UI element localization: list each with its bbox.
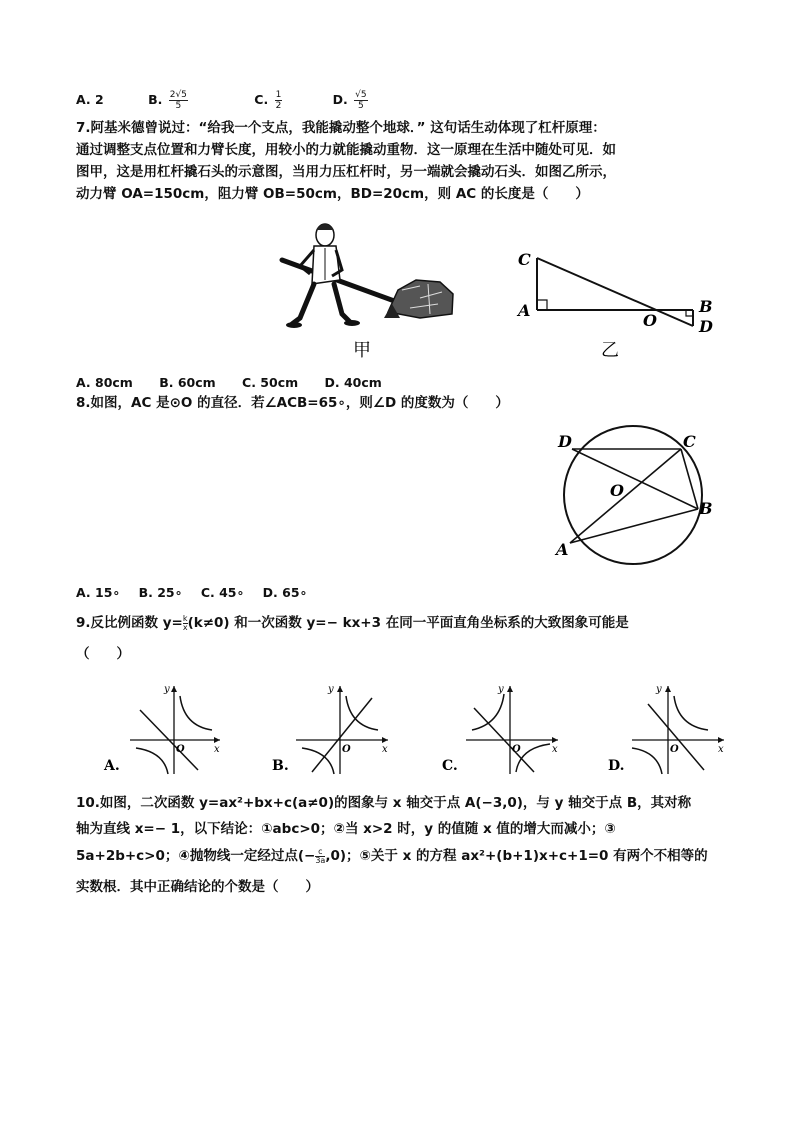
origin-label: O — [176, 744, 185, 755]
y-axis-label: y — [328, 684, 334, 695]
y-axis-label: y — [164, 684, 170, 695]
q8-option-c: C. 45∘ — [200, 585, 245, 600]
q9-graph-c — [438, 678, 568, 776]
q6-option-b: B. $\frac{2√5}{5}$ — [148, 90, 187, 111]
origin-label: O — [670, 744, 679, 755]
q7-text-line-1: 7.阿基米德曾说过：“给我一个支点，我能撬动整个地球．” 这句话生动体现了杠杆原理： — [76, 120, 606, 136]
q9-graph-d-label: D. — [608, 758, 625, 774]
y-axis-label: y — [656, 684, 662, 695]
point-label-d: D — [558, 432, 572, 451]
q9-graph-d — [604, 678, 734, 776]
q9-answer-blank: （ ） — [76, 646, 130, 662]
point-label-c: C — [683, 432, 696, 451]
figure-jia-label: 甲 — [353, 340, 371, 361]
q10-text-line-2: 轴为直线 x=− 1，以下结论：①abc>0；②当 x>2 时，y 的值随 x 值的增大而减小；③ — [76, 821, 616, 837]
point-label-o: O — [643, 311, 657, 330]
q8-option-b: B. 25∘ — [138, 585, 183, 600]
point-label-a: A — [518, 301, 531, 320]
x-axis-label: x — [718, 744, 724, 755]
q10-text-line-3: 5a+2b+c>0；④抛物线一定经过点(− $\frac{c}{3a}$ ,0)；⑤关于 x 的方程 ax²+(b+1)x+c+1=0 有两个不相等的 — [76, 846, 708, 865]
figure-yi-label: 乙 — [601, 340, 619, 361]
point-label-d: D — [699, 317, 713, 336]
q7-options — [76, 375, 404, 390]
q9-text: 9.反比例函数 y= $\frac{k}{x}$ (k≠0) 和一次函数 y=− kx+3 在同一平面直角坐标系的大致图象可能是 — [76, 613, 629, 632]
q8-options — [76, 585, 329, 600]
q8-option-a: A. 15∘ — [76, 585, 121, 600]
y-axis-label: y — [498, 684, 504, 695]
q7-text-line-3: 图甲，这是用杠杆撬石头的示意图，当用力压杠杆时，另一端就会撬动石头．如图乙所示， — [76, 164, 616, 180]
q7-option-b: B. 60cm — [159, 375, 216, 390]
q6-option-d: D. $\frac{√5}{5}$ — [332, 90, 367, 111]
point-label-o: O — [610, 481, 624, 500]
figure-q8-circle — [548, 425, 723, 565]
point-label-c: C — [518, 250, 531, 269]
figure-yi-lever-triangle — [510, 240, 730, 365]
q9-graph-c-label: C. — [442, 758, 458, 774]
q6-option-a: A. 2 — [76, 92, 104, 107]
q9-graph-b — [268, 678, 398, 776]
q9-graph-a-label: A. — [104, 758, 120, 774]
q6-option-c: C. $\frac{1}{2}$ — [254, 90, 282, 111]
point-label-b: B — [699, 499, 713, 518]
figure-jia-lever-illustration — [270, 218, 470, 363]
q8-text: 8.如图，AC 是⊙O 的直径．若∠ACB=65∘，则∠D 的度数为（ ） — [76, 395, 509, 411]
origin-label: O — [512, 744, 521, 755]
q6-options — [76, 90, 390, 111]
point-label-a: A — [556, 540, 569, 559]
x-axis-label: x — [552, 744, 558, 755]
point-label-b: B — [699, 297, 713, 316]
q10-text-line-1: 10.如图，二次函数 y=ax²+bx+c(a≠0)的图象与 x 轴交于点 A(−3,0)，与 y 轴交于点 B，其对称 — [76, 795, 692, 811]
q7-option-c: C. 50cm — [242, 375, 299, 390]
q7-option-a: A. 80cm — [76, 375, 133, 390]
q7-text-line-4: 动力臂 OA=150cm，阻力臂 OB=50cm，BD=20cm，则 AC 的长度是（ ） — [76, 186, 589, 202]
q9-graph-b-label: B. — [272, 758, 289, 774]
origin-label: O — [342, 744, 351, 755]
q8-option-d: D. 65∘ — [262, 585, 308, 600]
q10-text-line-4: 实数根．其中正确结论的个数是（ ） — [76, 879, 319, 895]
q9-graph-a — [100, 678, 230, 776]
q7-text-line-2: 通过调整支点位置和力臂长度，用较小的力就能撬动重物．这一原理在生活中随处可见．如 — [76, 142, 616, 158]
q7-option-d: D. 40cm — [324, 375, 382, 390]
x-axis-label: x — [382, 744, 388, 755]
x-axis-label: x — [214, 744, 220, 755]
